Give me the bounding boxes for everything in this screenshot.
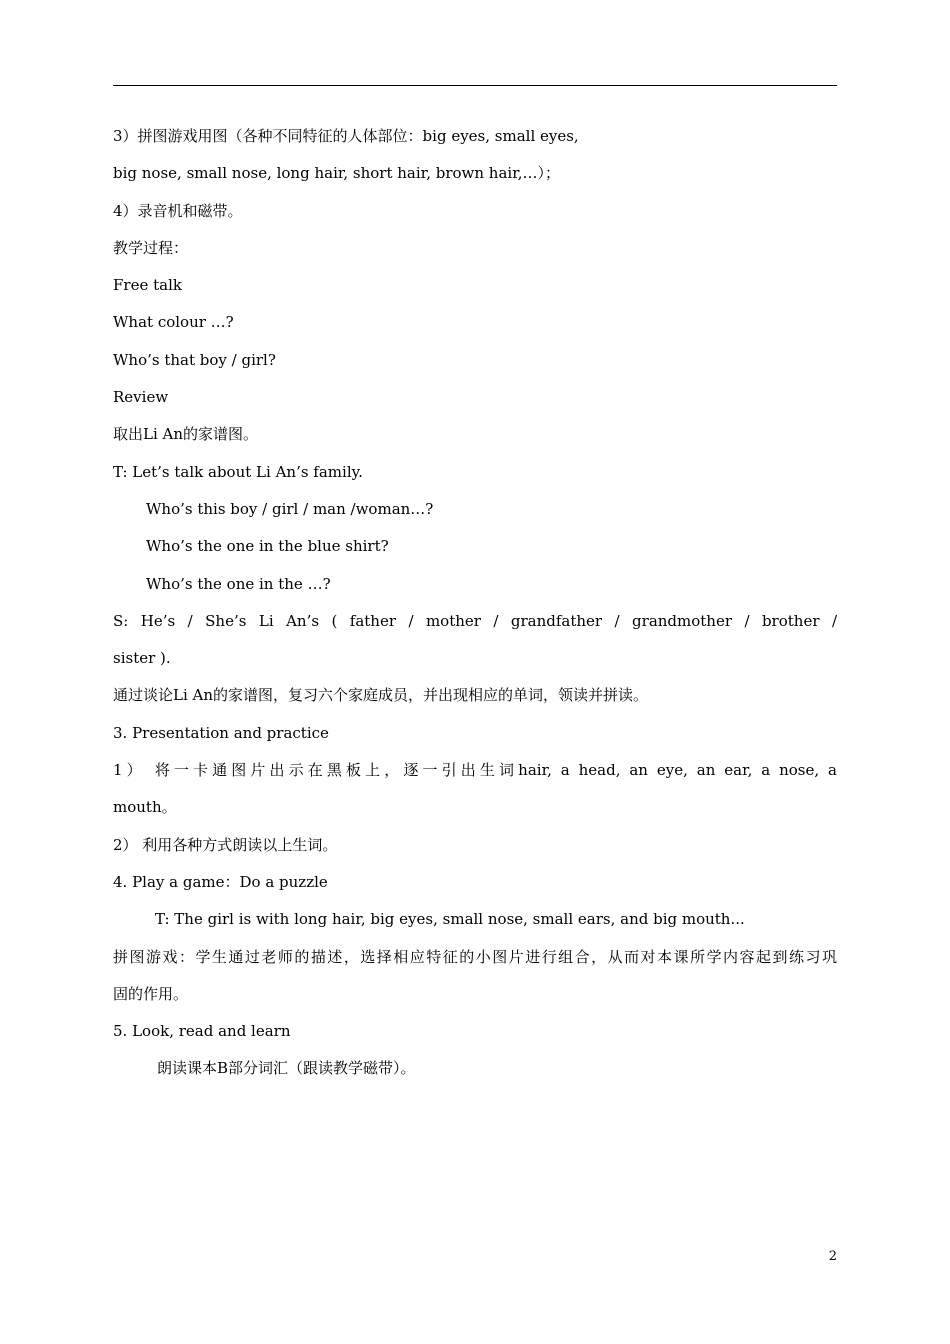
review-summary: 通过谈论Li An的家谱图，复习六个家庭成员，并出现相应的单词，领读并拼读。 (113, 686, 649, 705)
presentation-item-1: 1） 将一卡通图片出示在黑板上，逐一引出生词hair, a head, an eye, an ear, a nose, a (113, 761, 837, 780)
game-teacher-line: T: The girl is with long hair, big eyes, small nose, small ears, and big mouth... (155, 910, 745, 929)
presentation-item-1-continued: mouth。 (113, 798, 177, 817)
step-review: Review (113, 388, 169, 407)
materials-item-3: 3）拼图游戏用图（各种不同特征的人体部位：big eyes, small eyes, (113, 127, 579, 145)
step-look-read-learn: 5. Look, read and learn (113, 1022, 291, 1041)
student-answer-continued: sister ). (113, 649, 171, 668)
materials-item-4: 4）录音机和磁带。 (113, 201, 243, 220)
review-instruction: 取出Li An的家谱图。 (113, 425, 259, 444)
step-play-game: 4. Play a game：Do a puzzle (113, 872, 328, 891)
step-free-talk: Free talk (113, 276, 182, 295)
game-description-continued: 固的作用。 (113, 984, 189, 1003)
page-number: 2 (828, 1249, 837, 1264)
header-rule (113, 85, 837, 86)
teacher-question-3: Who’s the one in the …? (146, 574, 331, 593)
free-talk-question-1: What colour …? (113, 313, 234, 332)
teacher-question-2: Who’s the one in the blue shirt? (146, 537, 389, 556)
document-body (113, 118, 837, 1088)
look-read-learn-instruction: 朗读课本B部分词汇（跟读教学磁带）。 (157, 1059, 416, 1078)
teacher-question-1: Who’s this boy / girl / man /woman…? (146, 499, 434, 518)
section-heading-process: 教学过程： (113, 238, 189, 257)
free-talk-question-2: Who’s that boy / girl? (113, 350, 276, 369)
game-description: 拼图游戏：学生通过老师的描述，选择相应特征的小图片进行组合，从而对本课所学内容起到练习巩 (113, 947, 837, 966)
step-presentation: 3. Presentation and practice (113, 723, 329, 742)
materials-item-3-continued: big nose, small nose, long hair, short hair, brown hair,…）； (113, 164, 560, 183)
teacher-line: T: Let’s talk about Li An’s family. (113, 462, 363, 481)
presentation-item-2: 2） 利用各种方式朗读以上生词。 (113, 835, 338, 854)
student-answer: S: He’s / She’s Li An’s ( father / mother / grandfather / grandmother / brother / (113, 611, 837, 630)
